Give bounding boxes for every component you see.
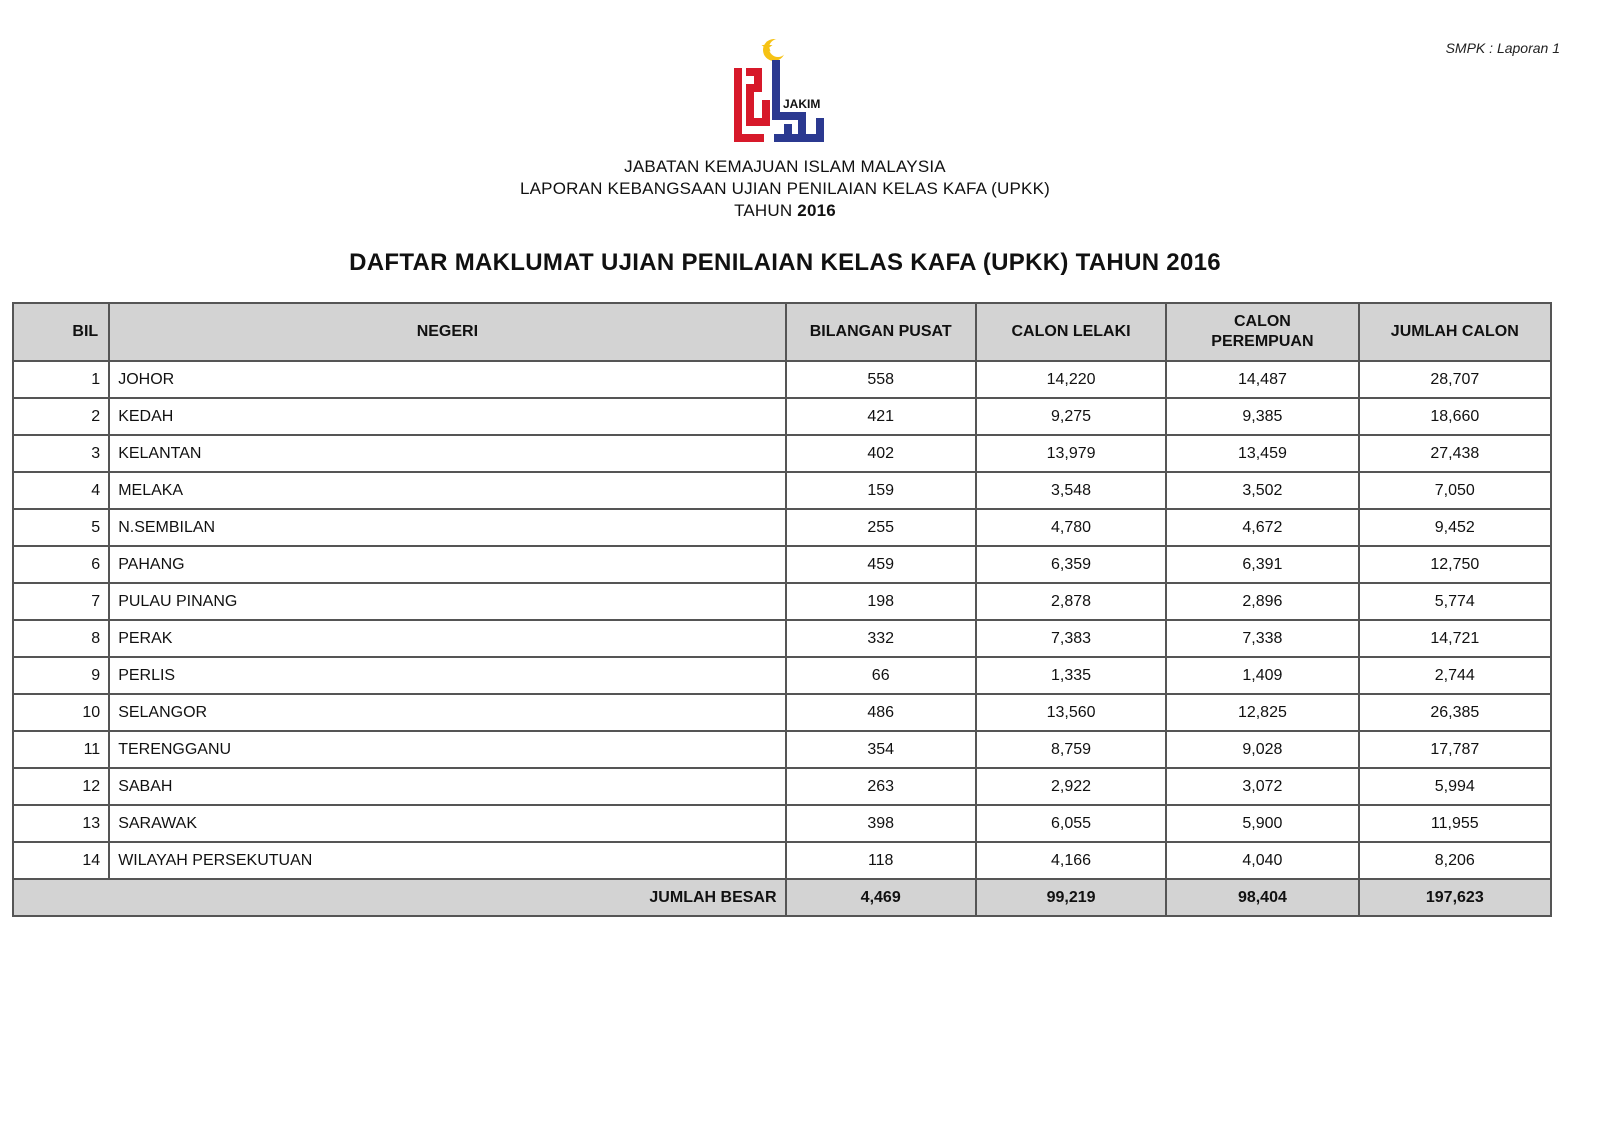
cell-calon-lelaki: 6,055: [976, 805, 1166, 842]
cell-bil: 10: [13, 694, 109, 731]
cell-jumlah-calon: 5,994: [1359, 768, 1551, 805]
cell-negeri: TERENGGANU: [109, 731, 785, 768]
column-header-bilangan-pusat: BILANGAN PUSAT: [786, 303, 976, 361]
cell-bilangan-pusat: 66: [786, 657, 976, 694]
cell-bilangan-pusat: 486: [786, 694, 976, 731]
cell-calon-perempuan: 4,672: [1166, 509, 1358, 546]
column-header-bil: BIL: [13, 303, 109, 361]
cell-jumlah-calon: 27,438: [1359, 435, 1551, 472]
table-row: [13, 583, 1551, 620]
cell-calon-perempuan: 9,028: [1166, 731, 1358, 768]
table-row: [13, 361, 1551, 398]
total-calon-lelaki: 99,219: [976, 879, 1166, 916]
cell-calon-lelaki: 9,275: [976, 398, 1166, 435]
cell-negeri: SABAH: [109, 768, 785, 805]
table-row: [13, 768, 1551, 805]
cell-jumlah-calon: 18,660: [1359, 398, 1551, 435]
column-header-calon-perempuan: [1166, 303, 1358, 361]
cell-bil: 3: [13, 435, 109, 472]
cell-jumlah-calon: 9,452: [1359, 509, 1551, 546]
cell-bilangan-pusat: 159: [786, 472, 976, 509]
report-code: SMPK : Laporan 1: [1445, 40, 1560, 56]
column-header-jumlah-calon: JUMLAH CALON: [1359, 303, 1551, 361]
cell-bil: 13: [13, 805, 109, 842]
table-row: [13, 546, 1551, 583]
cell-bilangan-pusat: 332: [786, 620, 976, 657]
cell-bil: 1: [13, 361, 109, 398]
cell-bil: 6: [13, 546, 109, 583]
cell-calon-perempuan: 7,338: [1166, 620, 1358, 657]
cell-bil: 5: [13, 509, 109, 546]
cell-calon-lelaki: 1,335: [976, 657, 1166, 694]
cell-bilangan-pusat: 558: [786, 361, 976, 398]
total-label: JUMLAH BESAR: [13, 879, 786, 916]
cell-negeri: KEDAH: [109, 398, 785, 435]
cell-jumlah-calon: 28,707: [1359, 361, 1551, 398]
cell-calon-lelaki: 6,359: [976, 546, 1166, 583]
cell-calon-perempuan: 4,040: [1166, 842, 1358, 879]
cell-jumlah-calon: 14,721: [1359, 620, 1551, 657]
cell-calon-lelaki: 2,922: [976, 768, 1166, 805]
cell-negeri: PERLIS: [109, 657, 785, 694]
cell-negeri: JOHOR: [109, 361, 785, 398]
cell-bil: 12: [13, 768, 109, 805]
table-row: [13, 842, 1551, 879]
cell-jumlah-calon: 8,206: [1359, 842, 1551, 879]
cell-bil: 4: [13, 472, 109, 509]
cell-calon-lelaki: 4,166: [976, 842, 1166, 879]
total-calon-perempuan: 98,404: [1166, 879, 1358, 916]
column-header-calon-lelaki: CALON LELAKI: [976, 303, 1166, 361]
table-row: [13, 657, 1551, 694]
cell-calon-lelaki: 13,560: [976, 694, 1166, 731]
cell-bilangan-pusat: 198: [786, 583, 976, 620]
table-row: [13, 731, 1551, 768]
cell-bil: 2: [13, 398, 109, 435]
table-header-row: [13, 303, 1551, 361]
cell-bil: 11: [13, 731, 109, 768]
cell-negeri: N.SEMBILAN: [109, 509, 785, 546]
cell-jumlah-calon: 12,750: [1359, 546, 1551, 583]
logo-text: JAKIM: [783, 97, 821, 111]
table-row: [13, 620, 1551, 657]
cell-negeri: PAHANG: [109, 546, 785, 583]
cell-calon-perempuan: 3,502: [1166, 472, 1358, 509]
cell-bil: 9: [13, 657, 109, 694]
table-total-row: [13, 879, 1551, 916]
column-header-calon-perempuan-line1: CALON: [1233, 313, 1291, 330]
cell-calon-perempuan: 12,825: [1166, 694, 1358, 731]
cell-negeri: PULAU PINANG: [109, 583, 785, 620]
cell-bil: 8: [13, 620, 109, 657]
cell-calon-lelaki: 4,780: [976, 509, 1166, 546]
header-year-prefix: TAHUN: [734, 201, 793, 220]
table-row: [13, 509, 1551, 546]
cell-calon-lelaki: 13,979: [976, 435, 1166, 472]
table-row: [13, 398, 1551, 435]
cell-bilangan-pusat: 263: [786, 768, 976, 805]
cell-bilangan-pusat: 421: [786, 398, 976, 435]
header-line-report: LAPORAN KEBANGSAAN UJIAN PENILAIAN KELAS KAFA (UPKK): [519, 179, 1050, 198]
cell-jumlah-calon: 5,774: [1359, 583, 1551, 620]
cell-calon-perempuan: 14,487: [1166, 361, 1358, 398]
cell-jumlah-calon: 11,955: [1359, 805, 1551, 842]
upkk-data-table: [12, 302, 1552, 917]
cell-bil: 14: [13, 842, 109, 879]
cell-negeri: SARAWAK: [109, 805, 785, 842]
cell-calon-perempuan: 5,900: [1166, 805, 1358, 842]
cell-calon-perempuan: 9,385: [1166, 398, 1358, 435]
cell-negeri: MELAKA: [109, 472, 785, 509]
table-row: [13, 435, 1551, 472]
header-line-year: [0, 200, 1570, 222]
document-title: DAFTAR MAKLUMAT UJIAN PENILAIAN KELAS KAFA (UPKK) TAHUN 2016: [349, 249, 1221, 276]
cell-negeri: KELANTAN: [109, 435, 785, 472]
cell-jumlah-calon: 26,385: [1359, 694, 1551, 731]
cell-jumlah-calon: 2,744: [1359, 657, 1551, 694]
column-header-calon-perempuan-line2: PEREMPUAN: [1211, 333, 1314, 350]
header-year: 2016: [797, 201, 836, 220]
total-bilangan-pusat: 4,469: [786, 879, 976, 916]
cell-calon-lelaki: 14,220: [976, 361, 1166, 398]
header-line-department: JABATAN KEMAJUAN ISLAM MALAYSIA: [624, 157, 946, 176]
cell-bilangan-pusat: 398: [786, 805, 976, 842]
cell-jumlah-calon: 7,050: [1359, 472, 1551, 509]
cell-calon-perempuan: 6,391: [1166, 546, 1358, 583]
cell-calon-lelaki: 3,548: [976, 472, 1166, 509]
cell-bil: 7: [13, 583, 109, 620]
cell-bilangan-pusat: 402: [786, 435, 976, 472]
cell-bilangan-pusat: 118: [786, 842, 976, 879]
cell-calon-perempuan: 2,896: [1166, 583, 1358, 620]
cell-bilangan-pusat: 354: [786, 731, 976, 768]
cell-bilangan-pusat: 255: [786, 509, 976, 546]
cell-negeri: PERAK: [109, 620, 785, 657]
table-row: [13, 472, 1551, 509]
cell-bilangan-pusat: 459: [786, 546, 976, 583]
cell-negeri: WILAYAH PERSEKUTUAN: [109, 842, 785, 879]
column-header-negeri: NEGERI: [109, 303, 785, 361]
cell-calon-perempuan: 13,459: [1166, 435, 1358, 472]
cell-negeri: SELANGOR: [109, 694, 785, 731]
cell-calon-perempuan: 3,072: [1166, 768, 1358, 805]
total-jumlah-calon: 197,623: [1359, 879, 1551, 916]
cell-calon-lelaki: 8,759: [976, 731, 1166, 768]
report-header: [0, 156, 1570, 222]
cell-calon-lelaki: 7,383: [976, 620, 1166, 657]
jakim-logo: [734, 38, 834, 150]
cell-calon-perempuan: 1,409: [1166, 657, 1358, 694]
cell-calon-lelaki: 2,878: [976, 583, 1166, 620]
cell-jumlah-calon: 17,787: [1359, 731, 1551, 768]
table-row: [13, 805, 1551, 842]
table-row: [13, 694, 1551, 731]
